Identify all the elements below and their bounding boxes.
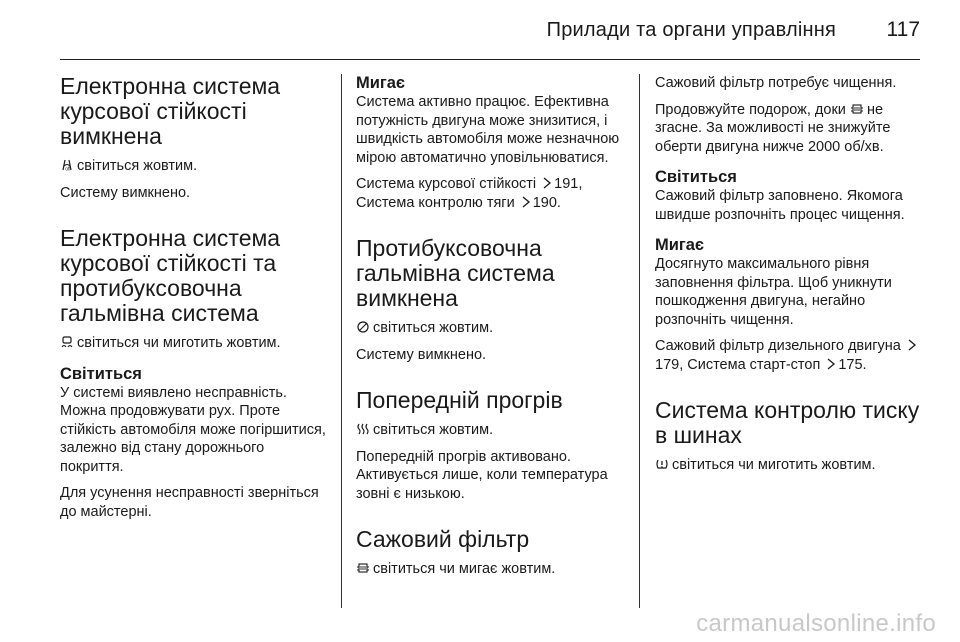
svg-text:off: off [65, 166, 71, 172]
esc-off-icon [60, 158, 74, 172]
page-ref-arrow-icon [907, 339, 917, 351]
column-3 [655, 74, 923, 483]
preheat-status-text: світиться жовтим. [373, 422, 494, 438]
ref-text: 190. [532, 194, 561, 211]
tc-off-desc: Систему вимкнено. [356, 346, 487, 363]
section-title-esc-tc: Електронна система курсової стійкості та протибуксовочна гальмівна система [60, 225, 281, 326]
continue-text: не згасне. За можливості не знижуйте оберти двигуна нижче 2000 об/хв. [655, 101, 891, 155]
page-ref-arrow-icon [521, 196, 531, 208]
tpms-status-text: світиться чи миготить жовтим. [672, 457, 876, 473]
page-title: Прилади та органи управління [546, 19, 836, 41]
header-rule [60, 59, 920, 60]
continue-text: Продовжуйте подорож, доки [655, 101, 846, 118]
tc-off-icon [356, 320, 370, 334]
preheat-desc: Попередній прогрів активовано. Активується лише, коли температура зовні є низькою. [356, 448, 608, 502]
subheading-lit: Світиться [60, 364, 142, 383]
esc-off-status-text: світиться жовтим. [77, 158, 198, 174]
section-title-esc-off: Електронна система курсової стійкості вимкнена [60, 73, 281, 149]
soot-filter-icon [356, 561, 370, 575]
tc-off-status [356, 319, 628, 338]
esc-skid-icon [60, 335, 74, 349]
ref-text: Система курсової стійкості [356, 176, 537, 192]
page-number: 117 [886, 18, 920, 41]
section-title-tpms: Система контролю тиску в шинах [655, 397, 920, 448]
esc-off-desc: Систему вимкнено. [60, 184, 191, 201]
page-ref-arrow-icon [542, 177, 552, 189]
esc-tc-status [60, 334, 328, 353]
ref-text: 175. [838, 356, 867, 373]
active-desc: Система активно працює. Ефективна потужність двигуна може знизитися, і швидкість автомобіля може незначною мірою автоматично уповільнюватися. [356, 94, 620, 166]
soot-filter-status [356, 560, 628, 579]
workshop-desc: Для усунення несправності зверніться до майстерні. [60, 485, 319, 520]
ref-text: 191, Система контролю тяги [356, 176, 583, 211]
preheat-status [356, 421, 628, 440]
filter-needs-cleaning: Сажовий фільтр потребує чищення. [655, 75, 897, 91]
esc-off-status [60, 157, 328, 176]
continue-driving [655, 101, 923, 157]
section-title-soot-filter: Сажовий фільтр [356, 526, 530, 552]
section-title-tc-off: Протибуксовочна гальмівна система вимкнена [356, 235, 555, 311]
filter-max-desc: Досягнуто максимального рівня заповнення фільтра. Щоб уникнути пошкодження двигуна, негайно розпочніть чищення. [655, 256, 892, 328]
page-ref-arrow-icon [826, 358, 836, 370]
ref-text: 179, Система старт-стоп [655, 356, 821, 373]
tire-pressure-icon [655, 457, 669, 471]
glow-plug-icon [356, 422, 370, 436]
column-2 [356, 74, 628, 587]
tpms-status [655, 456, 923, 475]
column-1 [60, 74, 328, 529]
ref-text: Сажовий фільтр дизельного двигуна [655, 338, 901, 354]
section-title-preheat: Попередній прогрів [356, 387, 563, 413]
subheading-flashing: Мигає [655, 236, 705, 254]
soot-filter-icon [850, 102, 864, 116]
page-header [0, 0, 960, 62]
tc-off-status-text: світиться жовтим. [373, 320, 494, 336]
column-divider-2 [639, 74, 640, 608]
filter-reference [655, 337, 923, 374]
subheading-lit: Світиться [655, 168, 737, 186]
filter-full-desc: Сажовий фільтр заповнено. Якомога швидше розпочніть процес чищення. [655, 188, 905, 223]
esc-reference [356, 175, 628, 212]
subheading-flashing: Мигає [356, 74, 406, 92]
watermark: carmanualsonline.info [696, 610, 936, 637]
esc-tc-status-text: світиться чи миготить жовтим. [77, 335, 281, 351]
fault-desc: У системі виявлено несправність. Можна продовжувати рух. Проте стійкість автомобіля може погіршитися, залежно від стану дорожнього покриття. [60, 384, 326, 475]
column-divider-1 [341, 74, 342, 608]
soot-filter-status-text: світиться чи мигає жовтим. [373, 561, 556, 577]
